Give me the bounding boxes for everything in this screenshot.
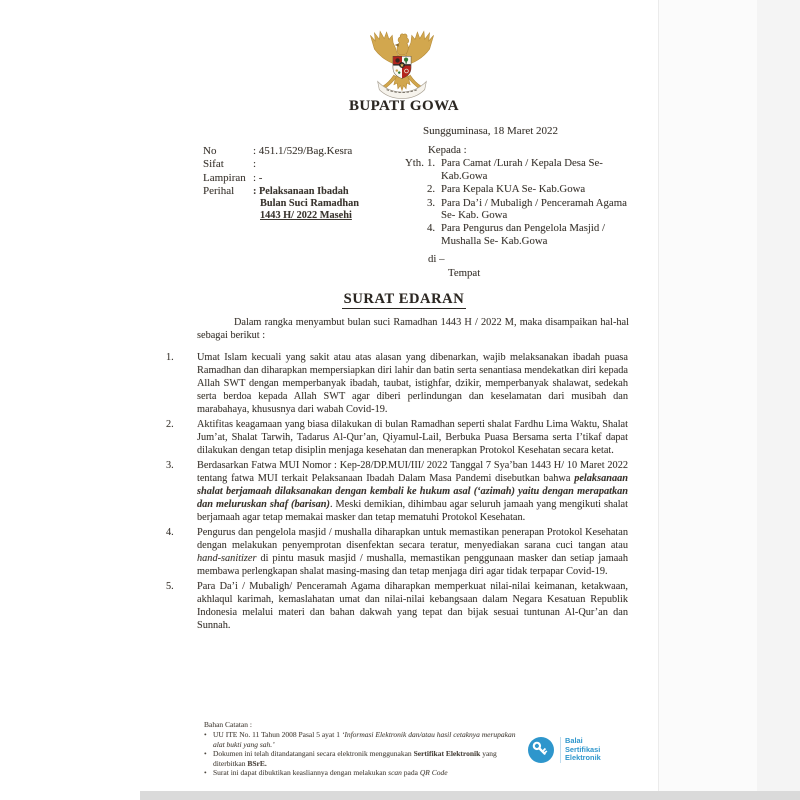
- point-text-segment: . Meski demikian, dihimbau agar seluruh jamaah yang mengikuti shalat berjamaah agar tetap memakai masker dan tetap mematuhi Protokol Kesehatan.: [197, 499, 628, 523]
- point-text-italic-segment: hand-sanitizer: [197, 553, 257, 564]
- bsre-logo-divider: [560, 737, 561, 763]
- meta-lampiran-label: Lampiran: [203, 171, 246, 184]
- bullet-icon: •: [204, 749, 207, 759]
- perihal-line-1: : Pelaksanaan Ibadah: [253, 186, 349, 198]
- meta-row-perihal: [203, 185, 359, 221]
- footer-note-segment: Surat ini dapat dibuktikan keasliannya dengan melakukan: [213, 768, 389, 778]
- meta-perihal-value: [253, 185, 359, 221]
- point-3: [166, 459, 628, 524]
- footer-note-bold-segment: Sertifikat Elektronik: [413, 749, 481, 759]
- footer-note-segment: Dokumen ini telah ditandatangani secara elektronik menggunakan: [213, 749, 414, 759]
- recipient-item: [405, 157, 633, 182]
- dateline: Sungguminasa, 18 Maret 2022: [423, 125, 559, 137]
- point-num: 3.: [166, 460, 174, 471]
- letter-points: [166, 351, 628, 634]
- meta-row-sifat: [203, 158, 359, 171]
- footer-notes: [204, 720, 526, 777]
- page-edge-line: [658, 0, 659, 800]
- recipient-item-text: Para Camat /Lurah / Kepala Desa Se- Kab.Gowa: [441, 157, 603, 182]
- letter-title: SURAT EDARAN: [343, 291, 465, 307]
- meta-lampiran-value: : -: [253, 171, 263, 184]
- bullet-icon: •: [204, 730, 207, 740]
- point-text: [197, 526, 628, 578]
- recipient-kepada: Kepada :: [428, 144, 467, 156]
- footer-note-segment: UU ITE No. 11 Tahun 2008 Pasal 5 ayat 1: [213, 730, 342, 740]
- pancasila-shield-fields: [393, 56, 411, 78]
- point-text-bold-segment: pelaksanaan shalat berjamaah dilaksanakan dengan kembali ke hukum asal (‘azimah) yaitu dengan merapatkan dan meluruskan shaf (barisan): [197, 473, 628, 510]
- meta-sifat-label: Sifat: [203, 158, 224, 171]
- point-text: Umat Islam kecuali yang sakit atau atas alasan yang dibenarkan, wajib melaksanakan ibadah puasa Ramadhan dan diharapkan mempersiapkan diri lahir dan batin serta senantiasa mendekatkan diri kepada Allah SWT dengan memperbanyak ibadah, taubat, istighfar, dzikir, memperbanyak shalawat, sedekah serta berdoa kepada Allah SWT agar diberi perlindungan dan keselamatan dari musibah dan marabahaya, khususnya dari wabah Covid-19.: [197, 352, 628, 415]
- footer-note-segment: yang diterbitkan: [213, 749, 497, 768]
- recipient-item-num: 4.: [427, 222, 436, 235]
- footer-note-1: [204, 730, 526, 749]
- perihal-line-3: 1443 H/ 2022 Masehi: [260, 209, 352, 221]
- meta-no-label: No: [203, 145, 217, 157]
- recipient-item-text: Para Kepala KUA Se- Kab.Gowa: [441, 183, 586, 196]
- footer-note-italic-segment: scan: [388, 768, 402, 778]
- meta-no-value: : 451.1/529/Bag.Kesra: [253, 145, 353, 157]
- bsre-logo-line: Sertifikasi: [565, 744, 601, 754]
- recipient-block: [405, 144, 633, 279]
- recipient-item-num: 1.: [427, 157, 436, 170]
- footer-note-3: [204, 768, 526, 777]
- point-num: 4.: [166, 527, 174, 538]
- garuda-beak: [395, 43, 399, 46]
- point-num: 1.: [166, 352, 174, 363]
- perihal-line-2: Bulan Suci Ramadhan: [260, 198, 360, 210]
- meta-perihal-label: Perihal: [203, 185, 235, 198]
- garuda-head: [397, 34, 409, 55]
- recipient-item-text: Para Da’i / Mubaligh / Penceramah Agama Se- Kab. Gowa: [441, 196, 627, 222]
- meta-sifat-value: :: [253, 158, 257, 171]
- footer-note-2: [204, 749, 526, 768]
- footer-note-italic-segment: QR Code: [419, 768, 448, 778]
- point-1: [166, 351, 628, 416]
- recipient-item-num: 3.: [427, 196, 436, 209]
- letterhead-title: BUPATI GOWA: [348, 98, 460, 114]
- letter-meta-block: [203, 145, 359, 222]
- footer-note-italic-segment: ‘Informasi Elektronik dan/atau hasil cetaknya merupakan alat bukti yang sah.’: [213, 730, 516, 749]
- bsre-logo-line: Balai: [565, 736, 583, 746]
- recipient-yth: Yth.: [405, 157, 424, 170]
- page-edge-outer-area: [757, 0, 800, 800]
- footer-note-text: [213, 749, 519, 768]
- footer-note-text: [213, 730, 519, 749]
- recipient-yth-spacer: [405, 197, 427, 222]
- point-text-segment: Pengurus dan pengelola masjid / mushalla diharapkan untuk memastikan penerapan Protokol Kesehatan dengan melakukan penyemprotan disenfektan secara teratur, menyediakan sarana cuci tangan atau: [197, 527, 628, 551]
- recipient-tempat: Tempat: [448, 266, 481, 279]
- garuda-pancasila-emblem: [360, 28, 444, 101]
- recipient-yth-spacer: [405, 222, 427, 247]
- letter-title-wrap: [0, 290, 800, 308]
- intro-paragraph: Dalam rangka menyambut bulan suci Ramadhan 1443 H / 2022 M, maka disampaikan hal-hal sebagai berikut :: [197, 317, 629, 341]
- recipient-yth-spacer: [405, 183, 427, 195]
- recipient-di: di –: [428, 253, 445, 266]
- point-text: [197, 459, 628, 524]
- meta-row-lampiran: [203, 172, 359, 185]
- point-num: 5.: [166, 581, 174, 592]
- bullet-icon: •: [204, 768, 207, 778]
- point-text: Para Da’i / Mubaligh/ Penceramah Agama diharapkan memperkuat nilai-nilai keimanan, ketakwaan, akhlaqul karimah, kemaslahatan umat dan nilai-nilai kebangsaan dalam Negara Kesatuan Republik Indonesia melalui materi dan bahan dakwah yang tepat dan bijak sesuai tuntunan Al-Qur’an dan Sunnah.: [197, 581, 628, 631]
- footer-note-text: [213, 768, 519, 777]
- recipient-item: [405, 183, 633, 195]
- recipient-item-num: 2.: [427, 183, 436, 196]
- footer-note-segment: pada: [401, 768, 420, 778]
- bottom-scan-band: [140, 791, 800, 800]
- meta-row-no: [203, 145, 359, 158]
- point-2: [166, 418, 628, 457]
- point-text-segment: di pintu masuk masjid / mushalla, memastikan penggunaan masker dan setiap jamaah membawa perlengkapan shalat masing-masing dan tetap menjaga diri agar tidak terpapar Covid-19.: [197, 553, 628, 577]
- bsre-logo: [527, 736, 601, 764]
- recipient-item-text: Para Pengurus dan Pengelola Masjid / Mushalla Se- Kab.Gowa: [441, 222, 606, 247]
- point-num: 2.: [166, 419, 174, 430]
- recipient-item: [405, 197, 633, 222]
- bsre-logo-text: [565, 737, 601, 763]
- footer-note-bold-segment: BSrE.: [247, 758, 267, 768]
- point-text: Aktifitas keagamaan yang biasa dilakukan di bulan Ramadhan seperti shalat Fardhu Lima Waktu, Shalat Jum’at, Shalat Tarwih, Tadarus Al-Qur’an, Qiyamul-Lail, Berbuka Puasa Bersama serta I’tikaf dapat dilakukan dengan tetap disiplin menjaga kesehatan dan menerapkan Protokol Kesehatan secara ketat.: [197, 419, 628, 456]
- footer-notes-heading: Bahan Catatan :: [204, 720, 252, 729]
- point-5: [166, 580, 628, 632]
- bsre-logo-line: Elektronik: [565, 753, 601, 763]
- point-text-segment: Berdasarkan Fatwa MUI Nomor : Kep-28/DP.MUI/III/ 2022 Tanggal 7 Sya’ban 1443 H/ 10 Maret 2022 tentang fatwa MUI terkait Pelaksanaan Ibadah Dalam Masa Pandemi disebutkan bahwa: [197, 460, 628, 484]
- recipient-item: [405, 222, 633, 247]
- bsre-logo-icon: [527, 736, 555, 764]
- point-4: [166, 526, 628, 578]
